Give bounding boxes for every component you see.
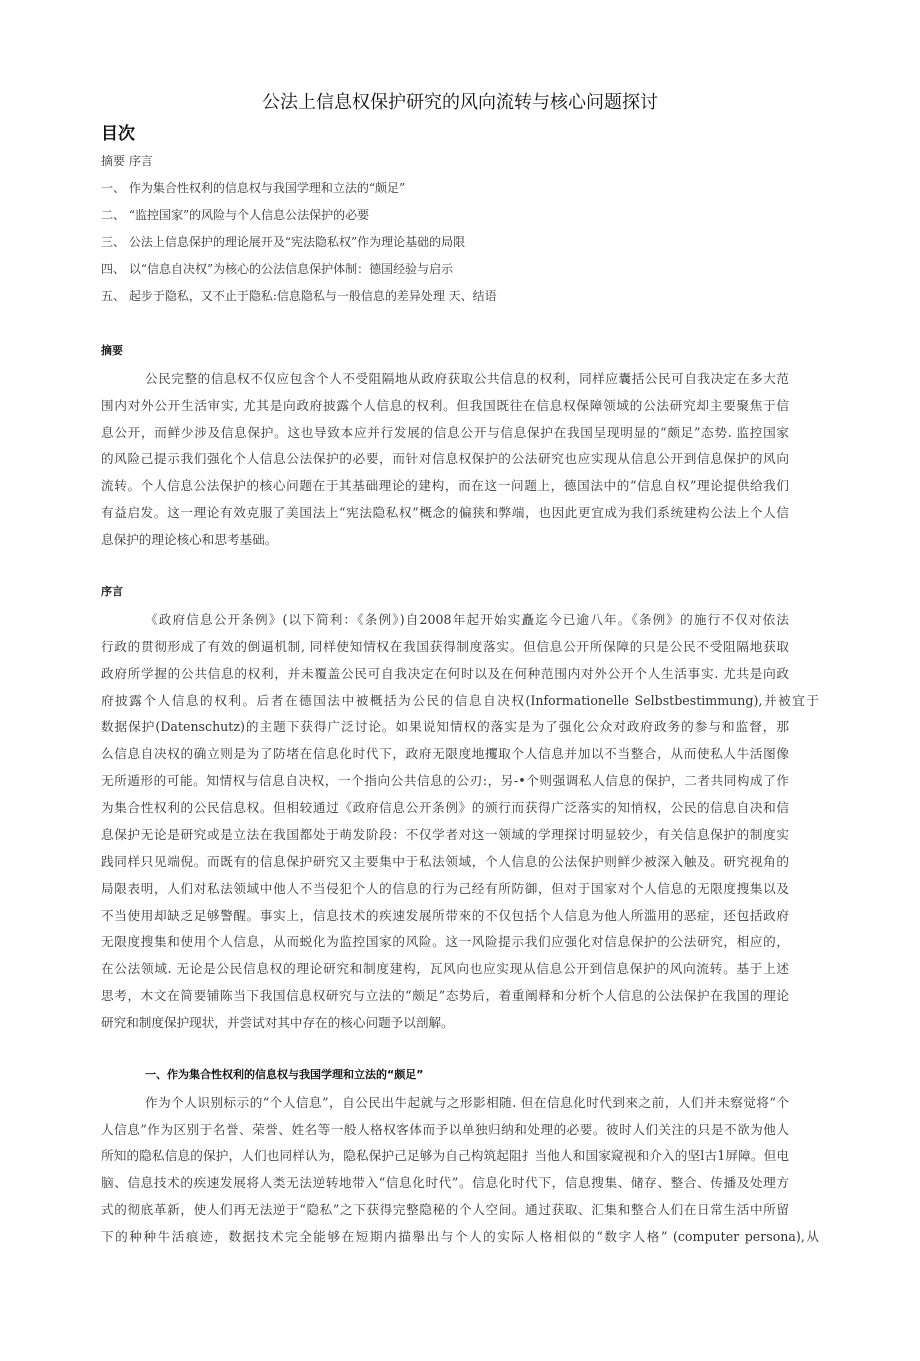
paragraph-line: 人信息”作为区别于名誉、荣誉、姓名等一般人格权客体而予以单独归纳和处理的必要。彼时人们关注的只是不欲为他人	[101, 1122, 789, 1137]
paragraph-line: 不当使用却缺乏足够警醒。事实上，信息技术的疾速发展所带來的不仅包括个人信息为他人所滥用的恶症，还包括政府	[101, 908, 789, 923]
toc-item[interactable]: 四、 以“信息自决权”为核心的公法信息保护体制：德国经验与启示	[101, 262, 454, 276]
toc-item[interactable]: 三、 公法上信息保护的理论展开及“宪法隐私权”作为理论基础的局限	[101, 235, 466, 249]
paragraph-line: 作为个人识别标示的“个人信息”，自公民出牛起就与之形影相随. 但在信息化时代到來之前，人们并未察觉将“个	[145, 1095, 789, 1110]
paragraph-line: 围内对外公开生活审实, 尤其是向政府披露个人信息的权利。但我国既往在信息权保障领域的公法研究却主要聚焦于信	[101, 398, 789, 413]
section-1-heading: 一、作为集合性权利的信息权与我国学理和立法的“颇足”	[145, 1068, 424, 1081]
paragraph-line: 有益启发。这一理论有效克服了美国法上“宪法隐私权”概念的偏狭和弊端，也因此更宜成为我们系统建构公法上个人信	[101, 505, 789, 520]
paragraph-line: 府披露个人信息的权利。后者在德国法中被概括为公民的信息自决权(Informationelle Selbstbestimmung),并被宜于	[101, 693, 819, 708]
abstract-heading: 摘要	[101, 344, 123, 357]
paragraph-line: 《政府信息公开条例》(以下简利：《条例》)自2008年起开始实矗迄今已逾八年。《条例》的施行不仅对依法	[145, 612, 789, 627]
paragraph-line: 的风险己提示我们强化个人信息公法保护的必要，而针对信息权保护的公法研究也应实现从信息公开到信息保护的风向	[101, 451, 789, 466]
paragraph-line: 无所遁形的可能。知情权与信息自决权，一个指向公共信息的公刃:，另-•个则强调私人信息的保护，二者共同构成了作	[101, 773, 789, 788]
paragraph-line: 么信息自决权的确立则是为了防堵在信息化时代下，政府无限度地攫取个人信息并加以不当整合，从而使私人牛活图像	[101, 746, 789, 761]
paragraph-line: 息公开，而鲜少涉及信息保护。这也导致本应并行发展的信息公开与信息保护在我国呈现明显的“颇足”态势. 监控国家	[101, 425, 789, 440]
paragraph-line: 公民完整的信息权不仅应包含个人不受阻隔地从政府获取公共信息的权利，同样应囊括公民可自我决定在多大范	[145, 371, 789, 386]
paragraph-line: 下的种种牛活痕迹，数据技术完全能够在短期内描舉出与个人的实际人格相似的“数字人格” (computer persona),从	[101, 1229, 819, 1244]
paragraph-line: 行政的贯彻形成了有效的倒逼机制, 同样使知情权在我国获得制度落实。但信息公开所保障的只是公民不受阻隔地获取	[101, 639, 789, 654]
paragraph-line: 数据保护(Datenschutz)的主题下获得广泛讨论。如果说知情权的落实是为了强化公众对政府政务的参与和监督，那	[101, 719, 789, 734]
paragraph-line: 研究和制度保护现状，并尝试对其中存在的核心问题予以剖解。	[101, 1015, 454, 1030]
paragraph-line: 息保护无论是研究或是立法在我国都处于萌发阶段：不仅学者对这一领域的学理探讨明显较少，有关信息保护的制度实	[101, 827, 789, 842]
paragraph-line: 思考，木文在简要铺陈当下我国信息权研究与立法的“颇足”态势后，着重阐释和分析个人信息的公法保护在我国的理论	[101, 988, 789, 1003]
toc-item[interactable]: 摘要 序言	[101, 154, 153, 168]
paragraph-line: 流转。个人信息公法保护的核心问题在于其基础理论的建构，而在这一问题上，德国法中的“信息自权”理论提供给我们	[101, 478, 789, 493]
paragraph-line: 息保护的理论核心和思考基础。	[101, 532, 278, 547]
toc-heading: 目次	[101, 124, 135, 144]
paragraph-line: 局限表明，人们对私法领域中他人不当侵犯个人的信息的行为己经有所防御，但对于国家对个人信息的无限度搜集以及	[101, 881, 789, 896]
paragraph-line: 所知的隐私信息的保护，人们也同样认为，隐私保护己足够为自己构筑起阻扌当他人和国家窥视和介入的坚l古1屏障。但电	[101, 1148, 789, 1163]
paragraph-line: 式的彻底革新，使人们再无法逆于“隐私”之下获得完整隐秘的个人空间。通过获取、汇集和整合人们在日常生活中所留	[101, 1202, 789, 1217]
toc-item[interactable]: 二、 “监控国家”的风险与个人信息公法保护的必要	[101, 208, 370, 222]
toc-item[interactable]: 五、 起步于隐私，又不止于隐私:信息隐私与一般信息的差异处理 天、结语	[101, 289, 497, 303]
paragraph-line: 践同样只见端倪。而既有的信息保护研究又主要集中于私法领域，个人信息的公法保护则鲜少被深入触及。研究视角的	[101, 854, 789, 869]
document-title: 公法上信息权保护研究的风向流转与核心问题探讨	[262, 92, 658, 113]
paragraph-line: 在公法领域. 无论是公民信息权的理论研究和制度建构，瓦风向也应实现从信息公开到信息保护的风向流转。基于上述	[101, 961, 789, 976]
paragraph-line: 政府所学握的公共信息的权利，并未覆盖公民可自我决定在何时以及在何种范围内对外公开个人生活事实. 尤共是向政	[101, 666, 789, 681]
paragraph-line: 无限度搜集和使用个人信息，从而蜕化为监控国家的风险。这一风险提示我们应强化对信息保护的公法研究，相应的，	[101, 934, 789, 949]
toc-item[interactable]: 一、 作为集合性权利的信息权与我国学理和立法的“颇足”	[101, 181, 406, 195]
preface-heading: 序言	[101, 585, 123, 598]
paragraph-line: 为集合性权利的公民信息权。但相较通过《政府信息公开条例》的颁行而获得广泛落实的知悄权，公民的信息自决和信	[101, 800, 789, 815]
paragraph-line: 脑、信息技术的疾速发展将人类无法逆转地带入“信息化时代”。信息化时代下，信息搜集、储存、整合、传播及处理方	[101, 1175, 789, 1190]
